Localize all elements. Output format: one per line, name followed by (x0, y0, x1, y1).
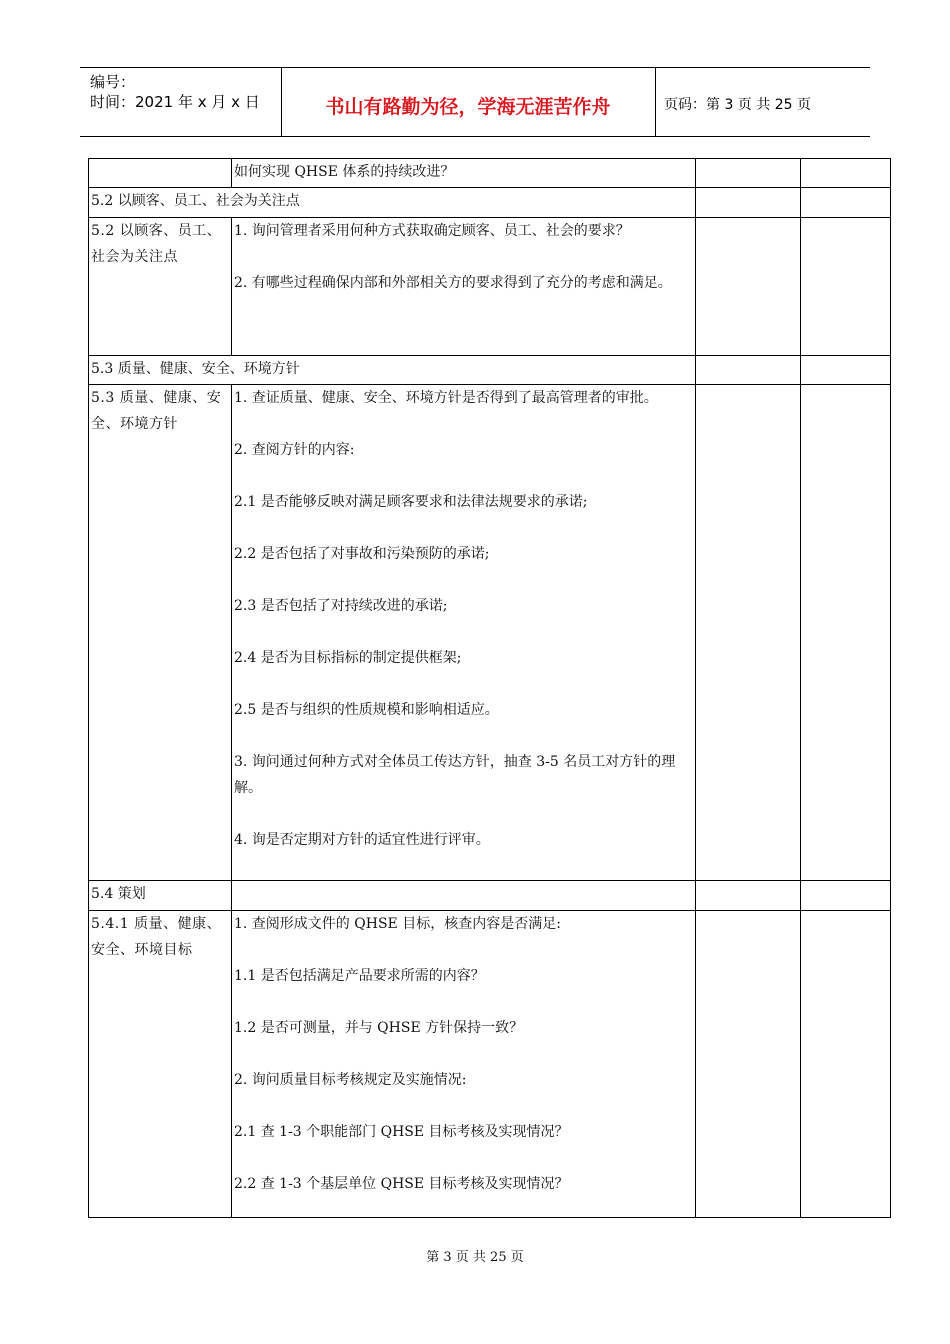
check-item: 2.2 是否包括了对事故和污染预防的承诺; (234, 546, 490, 562)
check-item: 2.5 是否与组织的性质规模和影响相适应。 (234, 702, 499, 718)
clause-cell: 5.4.1 质量、健康、安全、环境目标 (89, 911, 232, 1218)
check-content-cell (232, 911, 696, 1218)
check-item: 2. 查阅方针的内容: (234, 442, 355, 458)
check-item: 2. 有哪些过程确保内部和外部相关方的要求得到了充分的考虑和满足。 (234, 275, 672, 291)
check-item: 1.2 是否可测量，并与 QHSE 方针保持一致？ (234, 1020, 524, 1036)
blank-cell (801, 356, 891, 385)
table-row (89, 911, 891, 1218)
check-content-cell (232, 159, 696, 188)
blank-cell (696, 188, 801, 218)
blank-cell (696, 911, 801, 1218)
blank-cell (801, 159, 891, 188)
check-item: 如何实现 QHSE 体系的持续改进？ (234, 164, 455, 180)
check-item: 1. 查证质量、健康、安全、环境方针是否得到了最高管理者的审批。 (234, 390, 658, 406)
code-label: 编号： (90, 73, 136, 91)
page-footer: 第 3 页 共 25 页 (426, 1250, 524, 1265)
clause-cell: 5.4 策划 (89, 881, 232, 911)
blank-cell (801, 881, 891, 911)
blank-cell (696, 159, 801, 188)
clause-cell (89, 159, 232, 188)
page-header (80, 67, 870, 137)
table-row (89, 356, 891, 385)
blank-cell (696, 385, 801, 881)
check-content-cell (232, 881, 696, 911)
section-heading-cell: 5.2 以顾客、员工、社会为关注点 (89, 188, 696, 218)
blank-cell (801, 218, 891, 356)
audit-checklist-table (88, 158, 891, 1218)
header-motto: 书山有路勤为径，学海无涯苦作舟 (325, 96, 611, 118)
check-item: 2.1 查 1-3 个职能部门 QHSE 目标考核及实现情况？ (234, 1124, 569, 1140)
check-item: 1. 查阅形成文件的 QHSE 目标，核查内容是否满足: (234, 916, 561, 932)
check-item: 3. 询问通过何种方式对全体员工传达方针，抽查 3-5 名员工对方针的理解。 (234, 754, 676, 796)
blank-cell (801, 188, 891, 218)
section-heading-cell: 5.3 质量、健康、安全、环境方针 (89, 356, 696, 385)
clause-cell: 5.2 以顾客、员工、社会为关注点 (89, 218, 232, 356)
time-label: 时间：2021 年 x 月 x 日 (90, 93, 260, 111)
page-number-label: 页码：第 3 页 共 25 页 (664, 97, 811, 113)
header-meta (90, 72, 260, 112)
check-item: 2.4 是否为目标指标的制定提供框架; (234, 650, 462, 666)
blank-cell (696, 356, 801, 385)
table-row (89, 385, 891, 881)
check-item: 1. 询问管理者采用何种方式获取确定顾客、员工、社会的要求？ (234, 223, 630, 239)
clause-cell: 5.3 质量、健康、安全、环境方针 (89, 385, 232, 881)
table-row (89, 881, 891, 911)
blank-cell (801, 911, 891, 1218)
header-divider (655, 68, 656, 136)
check-content-cell (232, 385, 696, 881)
table-row (89, 188, 891, 218)
blank-cell (801, 385, 891, 881)
check-item: 2.2 查 1-3 个基层单位 QHSE 目标考核及实现情况？ (234, 1176, 569, 1192)
check-item: 2.3 是否包括了对持续改进的承诺; (234, 598, 448, 614)
table-row (89, 218, 891, 356)
blank-cell (696, 881, 801, 911)
check-item: 2. 询问质量目标考核规定及实施情况: (234, 1072, 467, 1088)
check-item: 4. 询是否定期对方针的适宜性进行评审。 (234, 832, 490, 848)
check-item: 1.1 是否包括满足产品要求所需的内容？ (234, 968, 485, 984)
check-item: 2.1 是否能够反映对满足顾客要求和法律法规要求的承诺; (234, 494, 588, 510)
table-row (89, 159, 891, 188)
check-content-cell (232, 218, 696, 356)
blank-cell (696, 218, 801, 356)
